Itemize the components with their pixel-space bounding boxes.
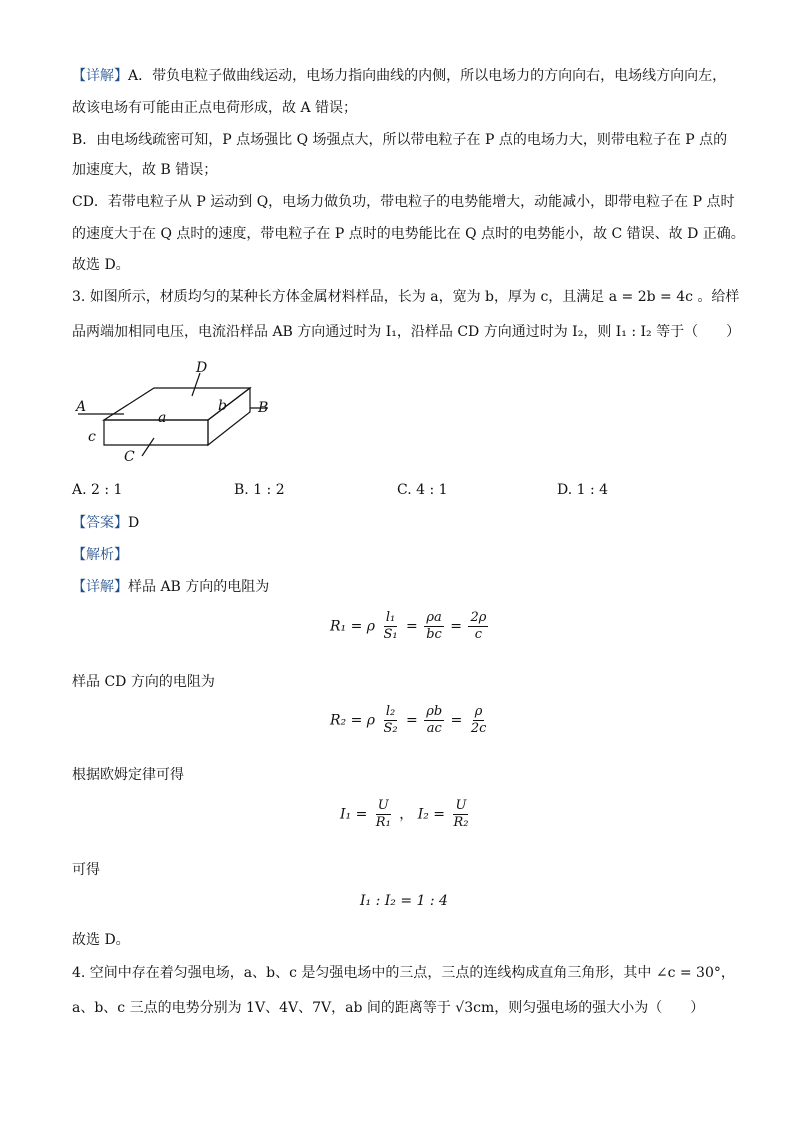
equation-r1 [330,610,490,643]
answer-line [72,513,139,533]
block-figure [70,360,280,468]
detail-text: 样品 AB 方向的电阻为 [128,579,270,595]
label-B: B [258,400,269,416]
eq2-equals-2: = [450,712,463,729]
eq3-frac2 [451,798,470,831]
question-3-line2: 品两端加相同电压，电流沿样品 AB 方向通过时为 I₁，沿样品 CD 方向通过时为 I₂，则 I₁ : I₂ 等于（ ） [72,324,741,340]
eq2-f2-num: ρb [426,704,443,719]
equation-currents [340,798,472,831]
eq1-lhs: R₁ = ρ [330,618,376,635]
question-3-line1: 3. 如图所示，材质均匀的某种长方体金属材料样品，长为 a，宽为 b，厚为 c，且满足 a = 2b = 4c 。给样 [72,289,740,305]
label-b: b [218,398,227,414]
label-A: A [76,399,87,415]
block-right-face [208,388,250,445]
eq2-frac3 [469,704,489,737]
text-span: A．带负电粒子做曲线运动，电场力指向曲线的内侧，所以电场力的方向向右，电场线方向向左， [128,68,727,84]
eq1-f2-num: ρa [426,610,442,625]
option-b: B. 1 : 2 [234,482,285,498]
detail-paragraph-cd-line1: CD．若带电粒子从 P 运动到 Q，电场力做负功，带电粒子的电势能增大，动能减小，即带电粒子在 P 点时 [72,194,735,210]
eq2-f1-den: S₂ [383,721,398,736]
answer-value: D [128,515,140,531]
label-D: D [196,360,208,376]
eq2-f2-den: ac [426,721,442,736]
lead-D [192,373,200,396]
label-C: C [124,449,135,465]
eq1-f1-num: l₁ [385,610,396,625]
question-4-line1: 4. 空间中存在着匀强电场，a、b、c 是匀强电场中的三点，三点的连线构成直角三角形，其中 ∠c = 30°， [72,965,735,981]
option-a: A. 2 : 1 [72,482,123,498]
cd-resistance-text: 样品 CD 方向的电阻为 [72,674,215,690]
eq3-d2: R₂ [453,815,469,830]
eq2-lhs: R₂ = ρ [330,712,376,729]
eq3-separator: ， [399,806,414,823]
eq1-f3-num: 2ρ [470,610,487,625]
option-c: C. 4 : 1 [397,482,448,498]
eq2-f3-num: ρ [474,704,483,719]
detail-label-2: 【详解】 [72,579,128,595]
detail-paragraph-a-line2: 故该电场有可能由正点电荷形成，故 A 错误； [72,100,358,116]
detail-label: 【详解】 [72,68,128,84]
equation-ratio: I₁ : I₂ = 1 : 4 [360,893,448,909]
eq2-equals-1: = [406,712,418,729]
analysis-label: 【解析】 [72,547,128,563]
label-c: c [88,429,96,445]
label-a: a [158,410,167,426]
eq1-frac2 [424,610,444,643]
lead-C [142,438,154,456]
eq1-frac3 [468,610,488,643]
detail-paragraph-cd-line3: 故选 D。 [72,257,130,273]
eq1-equals-2: = [450,618,463,635]
question-4-line2: a、b、c 三点的电势分别为 1V、4V、7V，ab 间的距离等于 √3cm，则匀强电场的强大小为（ ） [72,1000,705,1016]
eq3-n2: U [455,798,467,813]
detail-paragraph-b-line1: B．由电场线疏密可知，P 点场强比 Q 场强点大，所以带电粒子在 P 点的电场力大，则带电粒子在 P 点的 [72,132,728,148]
eq2-frac2 [424,704,444,737]
eq1-frac1 [381,610,399,643]
detail-paragraph-a-line1 [72,66,726,86]
detail-paragraph-cd-line2: 的速度大于在 Q 点时的速度，带电粒子在 P 点时的电势能比在 Q 点时的电势能小，故 C 错误、故 D 正确。 [72,226,745,242]
eq1-equals-1: = [406,618,418,635]
eq2-f3-den: 2c [470,721,487,736]
eq1-f1-den: S₁ [383,627,398,642]
eq3-i1: I₁ = [340,806,368,823]
get-text: 可得 [72,862,100,878]
equation-r2 [330,704,490,737]
eq3-d1: R₁ [375,815,391,830]
answer-label: 【答案】 [72,515,128,531]
eq1-f3-den: c [474,627,483,642]
eq2-f1-num: l₂ [385,704,396,719]
eq3-n1: U [377,798,389,813]
detail-paragraph-b-line2: 加速度大，故 B 错误； [72,162,218,178]
conclusion-text: 故选 D。 [72,932,130,948]
option-d: D. 1 : 4 [557,482,609,498]
eq2-frac1 [381,704,399,737]
ohm-law-text: 根据欧姆定律可得 [72,767,184,783]
eq1-f2-den: bc [426,627,442,642]
block-front-face [104,420,208,445]
detail-line [72,577,269,597]
eq3-frac1 [374,798,393,831]
eq3-i2: I₂ = [417,806,446,823]
